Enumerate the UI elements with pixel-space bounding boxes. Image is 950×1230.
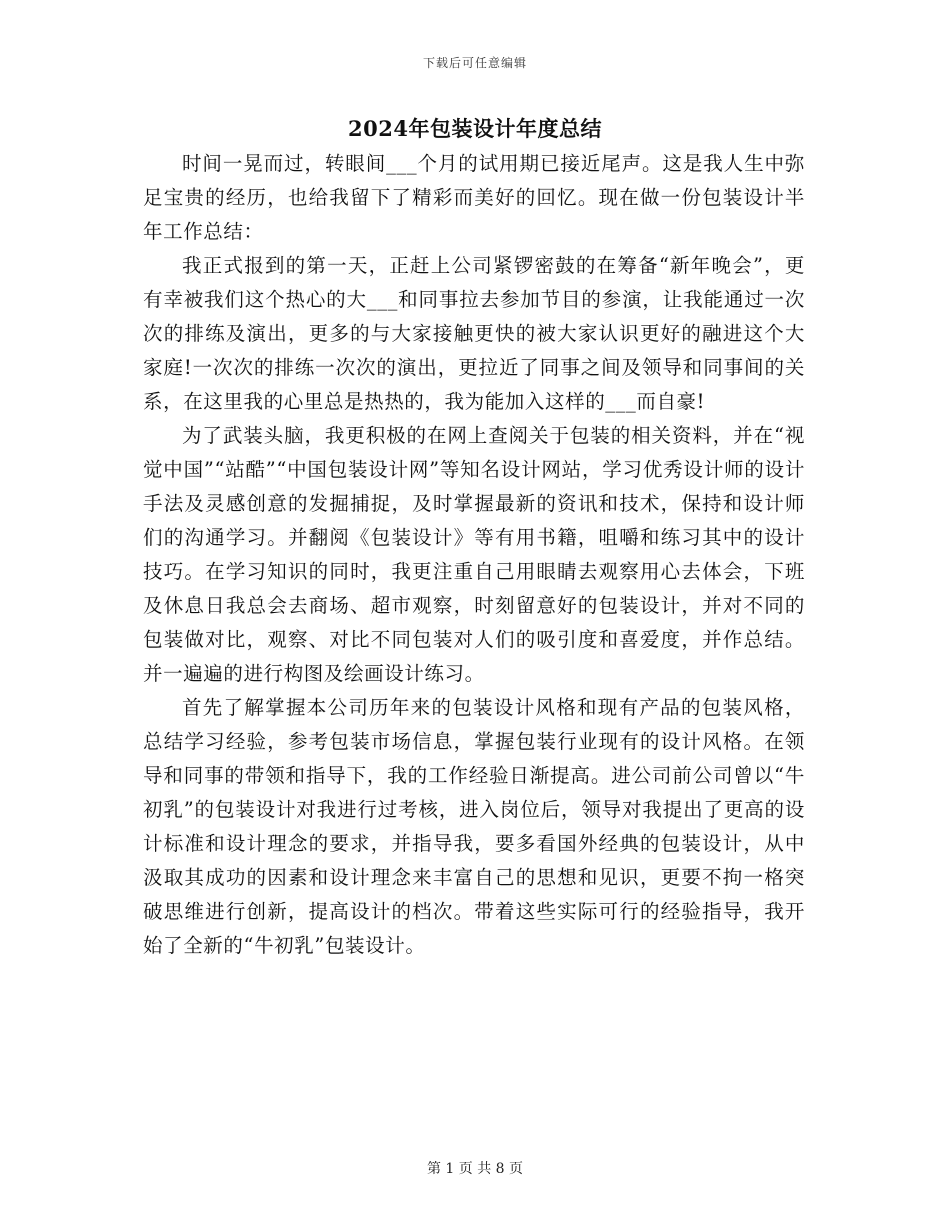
document-body: [143, 147, 805, 963]
header-note: 下载后可任意编辑: [422, 56, 527, 70]
paragraph-2: 我正式报到的第一天，正赶上公司紧锣密鼓的在筹备“新年晚会”，更有幸被我们这个热心的大___和同事拉去参加节目的参演，让我能通过一次次的排练及演出，更多的与大家接触更快的被大家认识更好的融进这个大家庭!一次次的排练一次次的演出，更拉近了同事之间及领导和同事间的关系，在这里我的心里总是热热的，我为能加入这样的___而自豪!: [143, 254, 805, 413]
paragraph-4: 首先了解掌握本公司历年来的包装设计风格和现有产品的包装风格，总结学习经验，参考包装市场信息，掌握包装行业现有的设计风格。在领导和同事的带领和指导下，我的工作经验日渐提高。进公司前公司曾以“牛初乳”的包装设计对我进行过考核，进入岗位后，领导对我提出了更高的设计标准和设计理念的要求，并指导我，要多看国外经典的包装设计，从中汲取其成功的因素和设计理念来丰富自己的思想和见识，更要不拘一格突破思维进行创新，提高设计的档次。带着这些实际可行的经验指导，我开始了全新的“牛初乳”包装设计。: [143, 696, 805, 957]
paragraph-3: 为了武装头脑，我更积极的在网上查阅关于包装的相关资料，并在“视觉中国”“站酷”“中国包装设计网”等知名设计网站，学习优秀设计师的设计手法及灵感创意的发掘捕捉，及时掌握最新的资讯和技术，保持和设计师们的沟通学习。并翻阅《包装设计》等有用书籍，咀嚼和练习其中的设计技巧。在学习知识的同时，我更注重自己用眼睛去观察用心去体会，下班及休息日我总会去商场、超市观察，时刻留意好的包装设计，并对不同的包装做对比，观察、对比不同包装对人们的吸引度和喜爱度，并作总结。并一遍遍的进行构图及绘画设计练习。: [143, 424, 805, 685]
document-title: 2024年包装设计年度总结: [348, 116, 602, 141]
page-number: 第 1 页 共 8 页: [426, 1161, 524, 1177]
paragraph-1: 时间一晃而过，转眼间___个月的试用期已接近尾声。这是我人生中弥足宝贵的经历，也给我留下了精彩而美好的回忆。现在做一份包装设计半年工作总结：: [143, 152, 805, 243]
